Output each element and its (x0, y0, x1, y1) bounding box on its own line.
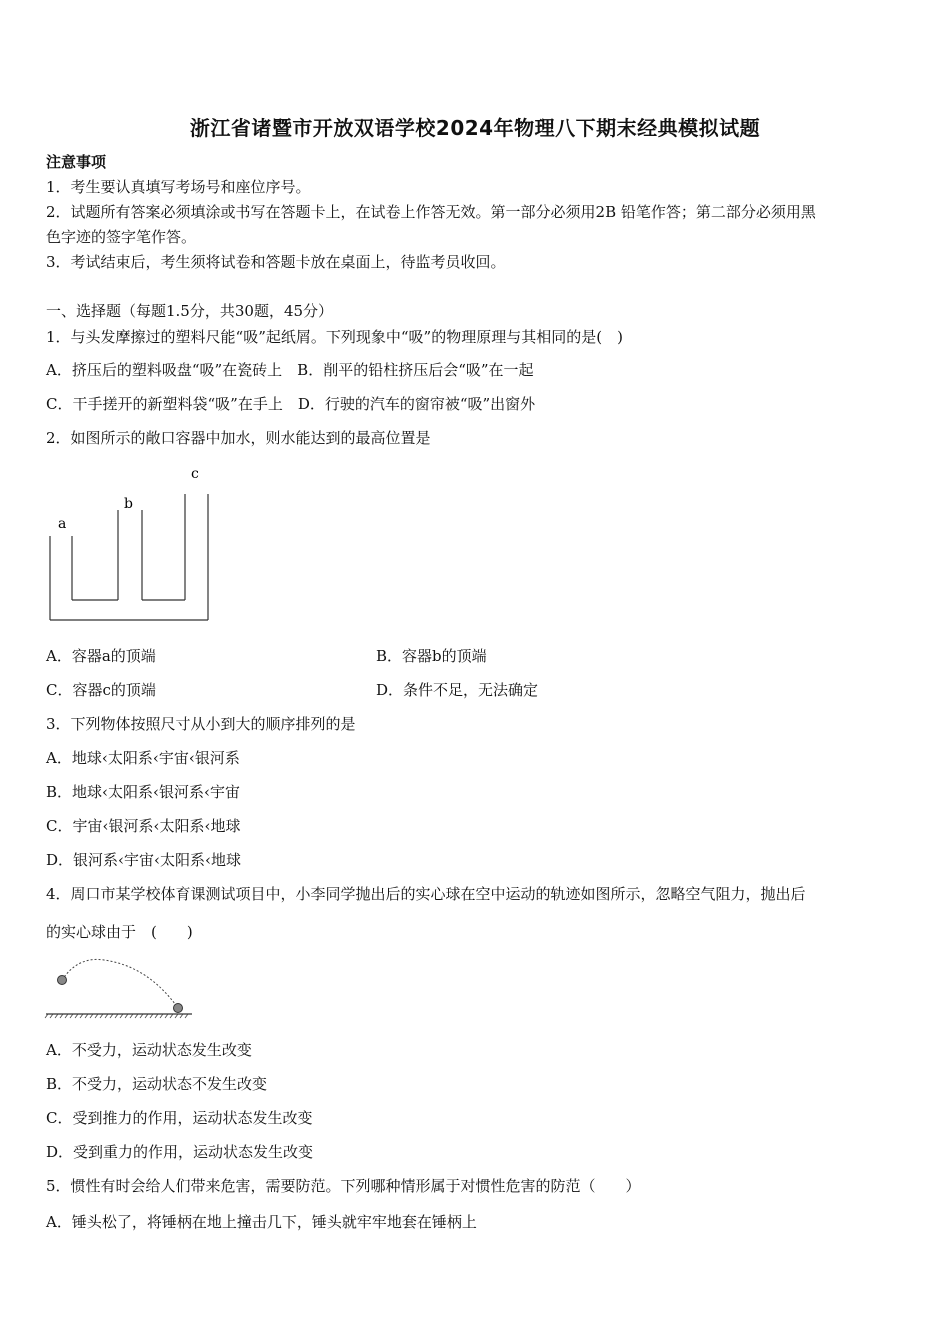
question-5-stem: 5．惯性有时会给人们带来危害，需要防范。下列哪种情形属于对惯性危害的防范（ ） (46, 1177, 641, 1195)
label-b: b (124, 496, 133, 512)
question-4-option-a: A．不受力，运动状态发生改变 (46, 1041, 252, 1059)
question-3-option-b: B．地球‹太阳系‹银河系‹宇宙 (46, 783, 241, 801)
question-2-option-b: B．容器b的顶端 (376, 647, 487, 665)
question-2-option-c: C．容器c的顶端 (46, 681, 156, 699)
projectile-trajectory-figure (40, 950, 200, 1026)
label-a: a (58, 516, 67, 532)
question-4-stem-cont: 的实心球由于 ( ) (46, 923, 193, 941)
question-1-options-ab: A．挤压后的塑料吸盘“吸”在瓷砖上 B．削平的铅柱挤压后会“吸”在一起 (46, 361, 534, 379)
page-title: 浙江省诸暨市开放双语学校2024年物理八下期末经典模拟试题 (189, 116, 761, 140)
ball-end (174, 1004, 183, 1013)
connected-containers-figure (40, 462, 220, 624)
question-2-option-a: A．容器a的顶端 (46, 647, 156, 665)
question-3-option-c: C．宇宙‹银河系‹太阳系‹地球 (46, 817, 241, 835)
question-5-option-a: A．锤头松了，将锤柄在地上撞击几下，锤头就牢牢地套在锤柄上 (46, 1213, 477, 1231)
question-1-options-cd: C．干手搓开的新塑料袋“吸”在手上 D．行驶的汽车的窗帘被“吸”出窗外 (46, 395, 536, 413)
notice-item: 3．考试结束后，考生须将试卷和答题卡放在桌面上，待监考员收回。 (46, 253, 506, 271)
question-3-stem: 3．下列物体按照尺寸从小到大的顺序排列的是 (46, 715, 356, 733)
ball-start (58, 976, 67, 985)
notice-heading: 注意事项 (46, 153, 107, 171)
question-4-option-d: D．受到重力的作用，运动状态发生改变 (46, 1143, 314, 1161)
question-3-option-a: A．地球‹太阳系‹宇宙‹银河系 (46, 749, 240, 767)
question-4-option-b: B．不受力，运动状态不发生改变 (46, 1075, 268, 1093)
notice-item: 1．考生要认真填写考场号和座位序号。 (46, 178, 311, 196)
question-2-stem: 2．如图所示的敞口容器中加水，则水能达到的最高位置是 (46, 429, 431, 447)
notice-item: 色字迹的签字笔作答。 (46, 228, 197, 246)
label-c: c (191, 466, 199, 482)
section-heading: 一、选择题（每题1.5分，共30题，45分） (46, 302, 334, 320)
question-4-stem: 4．周口市某学校体育课测试项目中，小李同学抛出后的实心球在空中运动的轨迹如图所示，忽略空气阻力，抛出后 (46, 885, 806, 903)
question-1-stem: 1．与头发摩擦过的塑料尺能“吸”起纸屑。下列现象中“吸”的物理原理与其相同的是( ) (46, 328, 623, 346)
question-2-option-d: D．条件不足，无法确定 (376, 681, 539, 699)
notice-item: 2．试题所有答案必须填涂或书写在答题卡上，在试卷上作答无效。第一部分必须用2B 铅笔作答；第二部分必须用黑 (46, 203, 816, 221)
question-3-option-d: D．银河系‹宇宙‹太阳系‹地球 (46, 851, 242, 869)
question-4-option-c: C．受到推力的作用，运动状态发生改变 (46, 1109, 313, 1127)
